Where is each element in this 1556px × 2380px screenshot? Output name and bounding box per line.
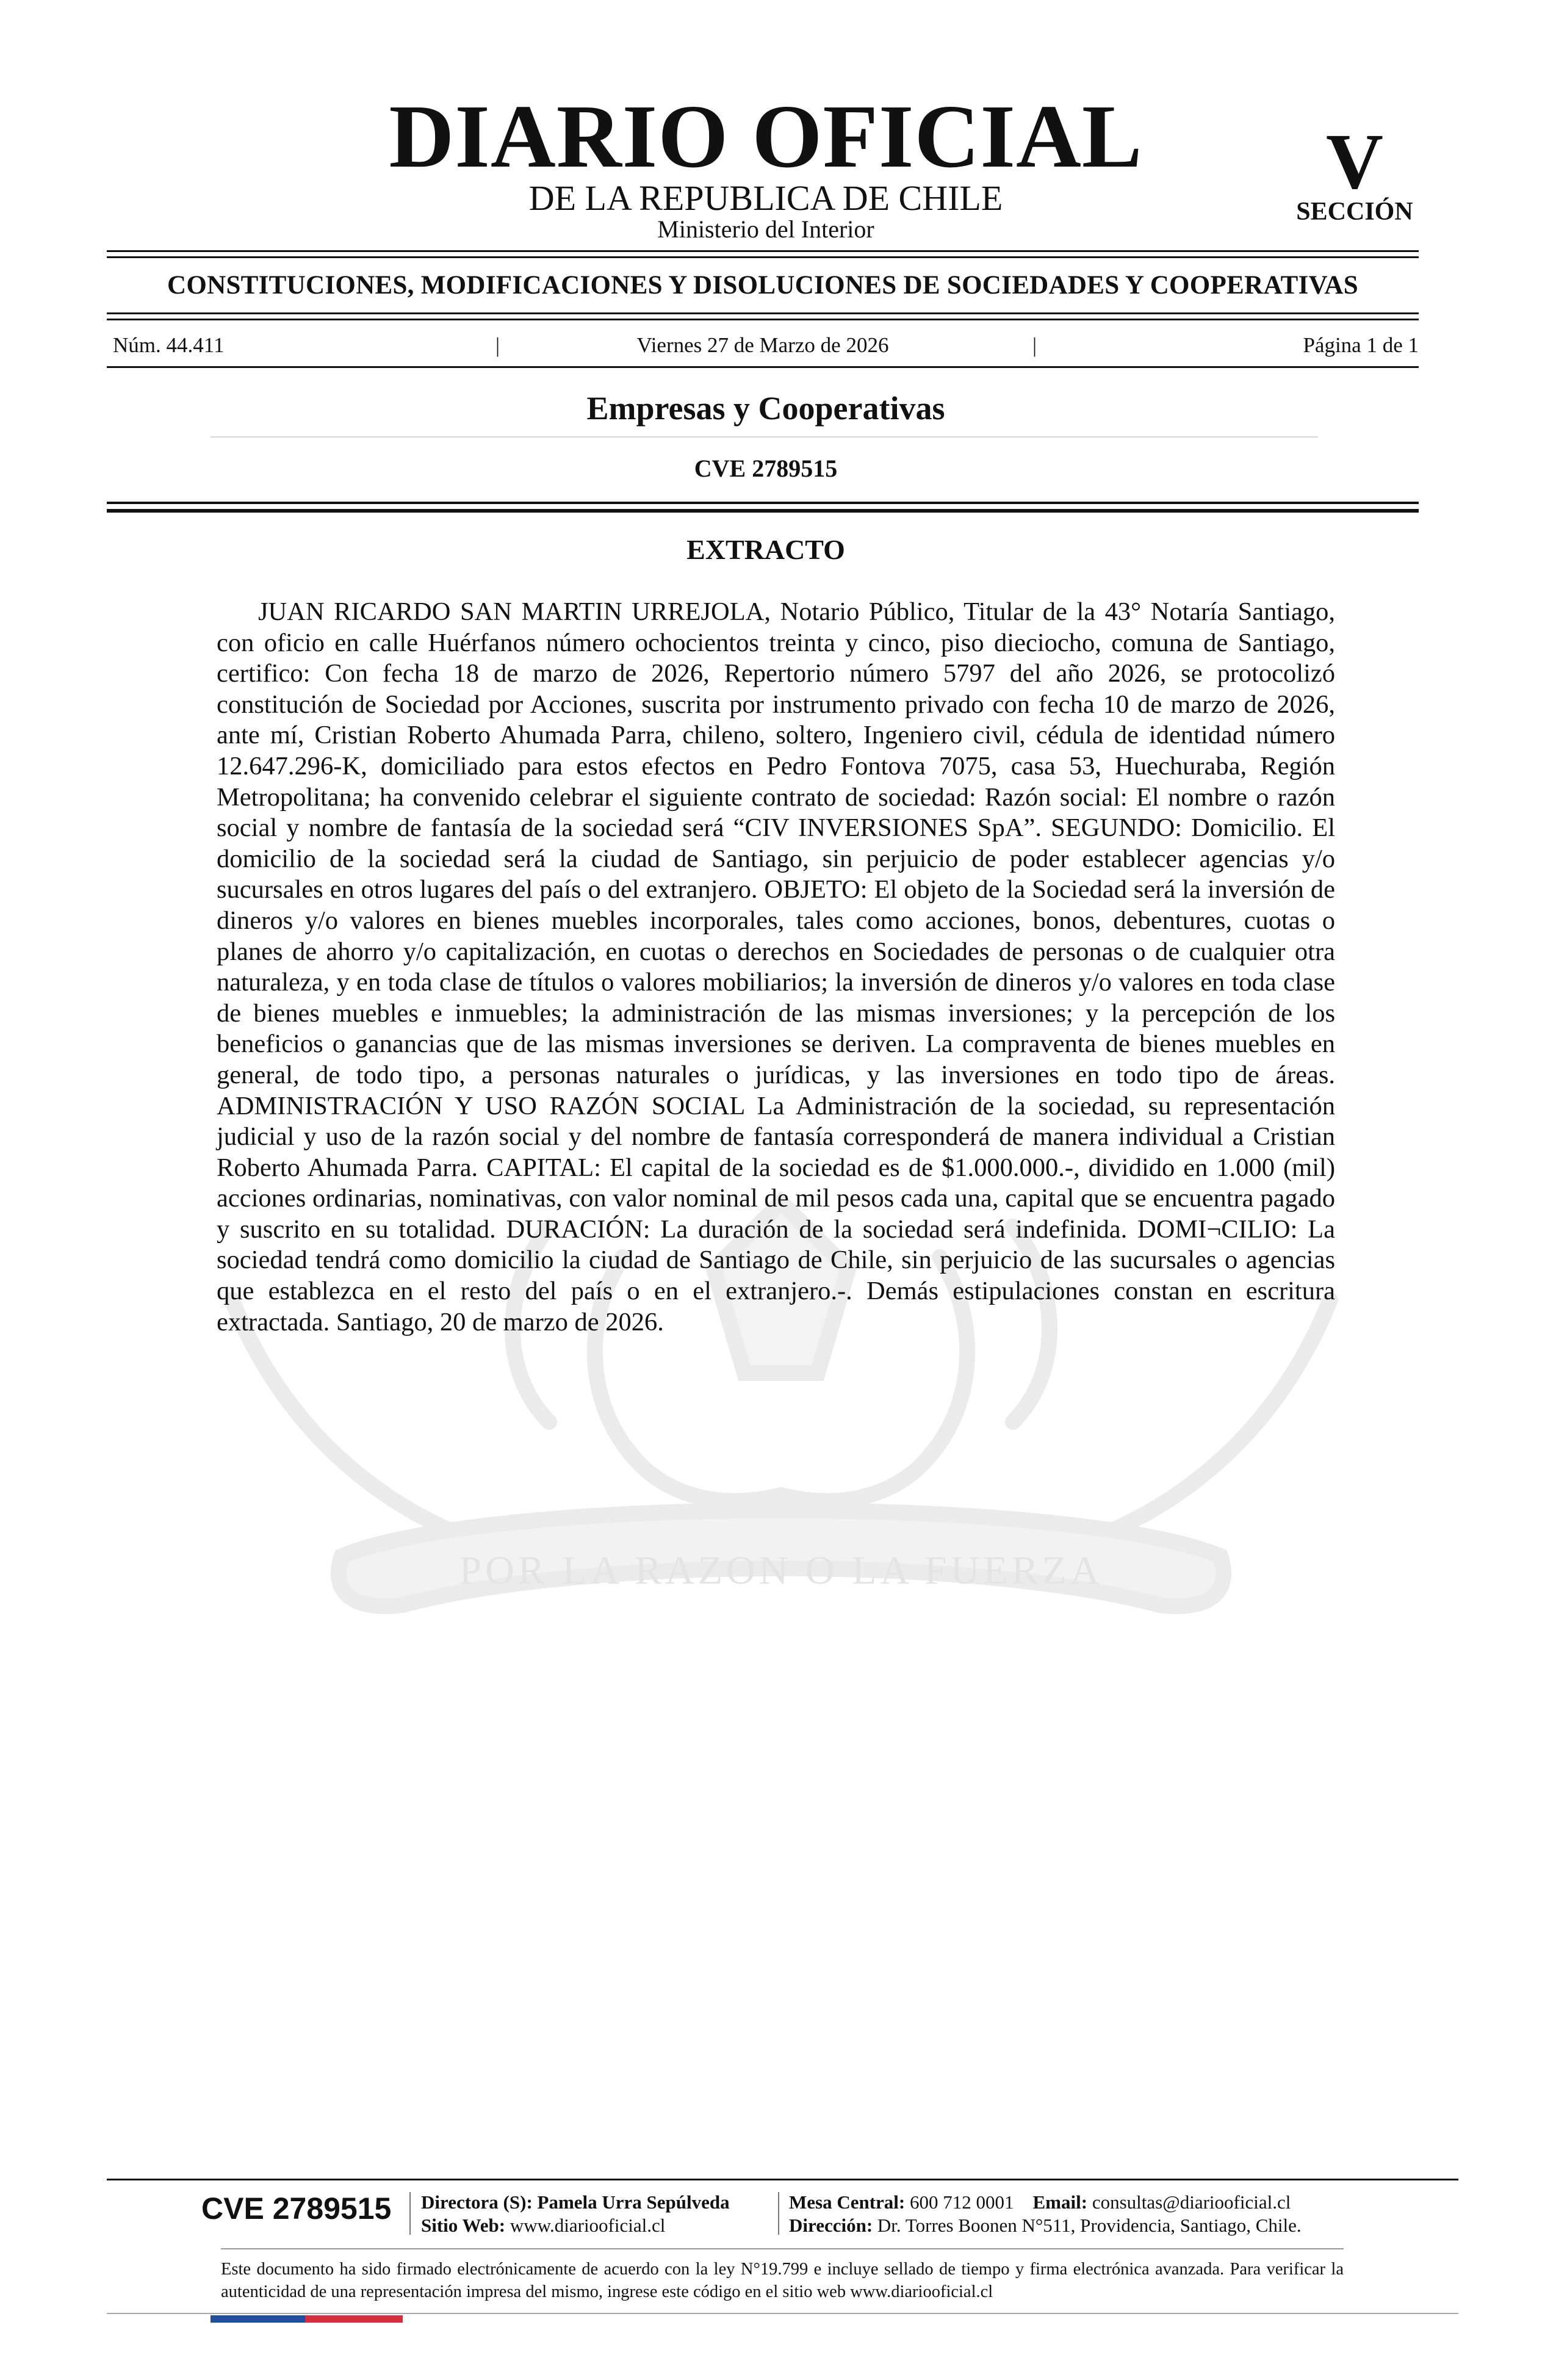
phone-label: Mesa Central: bbox=[789, 2191, 906, 2213]
director-name: Pamela Urra Sepúlveda bbox=[537, 2191, 730, 2213]
website-label: Sitio Web: bbox=[421, 2215, 506, 2236]
header-rule-top-1 bbox=[107, 250, 1419, 252]
issue-separator-2: | bbox=[1032, 333, 1037, 357]
document-body: JUAN RICARDO SAN MARTIN URREJOLA, Notario Público, Titular de la 43° Notaría Santiago, con oficio en calle Huérfanos número ochocientos treinta y cinco, piso dieciocho, comuna de Santiago, certifico: Con fecha 18 de marzo de 2026, Repertorio número 5797 del año 2026, se protocolizó constitución de Sociedad por Acciones, suscrita por instrumento privado con fecha 10 de marzo de 2026, ante mí, Cristian Roberto Ahumada Parra, chileno, soltero, Ingeniero civil, cédula de identidad número 12.647.296-K, domiciliado para estos efectos en Pedro Fontova 7075, casa 53, Huechuraba, Región Metropolitana; ha convenido celebrar el siguiente contrato de sociedad: Razón social: El nombre o razón social y nombre de fantasía de la sociedad será “CIV INVERSIONES SpA”. SEGUNDO: Domicilio. El domicilio de la sociedad será la ciudad de Santiago, sin perjuicio de poder establecer agencias y/o sucursales en otros lugares del país o del extranjero. OBJETO: El objeto de la Sociedad será la inversión de dineros y/o valores en bienes muebles incorporales, tales como acciones, bonos, debentures, cuotas o planes de ahorro y/o capitalización, en cuotas o derechos en Sociedades de personas o de cualquier otra naturaleza, y en toda clase de títulos o valores mobiliarios; la inversión de dineros y/o valores en toda clase de bienes muebles e inmuebles; la administración de las mismas inversiones; y la percepción de los beneficios o ganancias que de las mismas inversiones se deriven. La compraventa de bienes muebles en general, de todo tipo, a personas naturales o jurídicas, y las inversiones en todo tipo de áreas. ADMINISTRACIÓN Y USO RAZÓN SOCIAL La Administración de la sociedad, su representación judicial y uso de la razón social y del nombre de fantasía corresponderá de manera individual a Cristian Roberto Ahumada Parra. CAPITAL: El capital de la sociedad es de $1.000.000.-, dividido en 1.000 (mil) acciones ordinarias, nominativas, con valor nominal de mil pesos cada una, capital que se encuentra pagado y suscrito en su totalidad. DURACIÓN: La duración de la sociedad será indefinida. DOMI¬CILIO: La sociedad tendrá como domicilio la ciudad de Santiago de Chile, sin perjuicio de las sucursales o agencias que establezca en el resto del país o en el extranjero.-. Demás estipulaciones constan en escritura extractada. Santiago, 20 de marzo de 2026. bbox=[217, 597, 1335, 1336]
phone-value: 600 712 0001 bbox=[910, 2191, 1014, 2213]
header-rule-mid-1 bbox=[107, 312, 1419, 314]
section-word: SECCIÓN bbox=[1296, 198, 1413, 226]
footer-contact-left bbox=[421, 2191, 775, 2237]
issue-separator-1: | bbox=[495, 333, 500, 357]
issue-page: Página 1 de 1 bbox=[1303, 333, 1419, 357]
section-letter: V bbox=[1326, 118, 1383, 206]
footer-rule-mid bbox=[221, 2248, 1344, 2249]
footer-contact-right bbox=[789, 2191, 1399, 2237]
issue-number: Núm. 44.411 bbox=[113, 333, 225, 357]
masthead-ministry: Ministerio del Interior bbox=[657, 215, 874, 243]
content-rule-2 bbox=[107, 509, 1419, 513]
footer-divider-2 bbox=[778, 2192, 779, 2235]
issue-rule bbox=[107, 366, 1419, 368]
header-rule-mid-2 bbox=[107, 319, 1419, 320]
section-title-rule bbox=[211, 436, 1318, 438]
footer-rule-top bbox=[107, 2179, 1458, 2180]
email-label: Email: bbox=[1032, 2191, 1088, 2213]
website-link[interactable]: www.diariooficial.cl bbox=[510, 2215, 666, 2236]
masthead-title: DIARIO OFICIAL bbox=[389, 87, 1143, 187]
address-label: Dirección: bbox=[789, 2215, 873, 2236]
issue-date: Viernes 27 de Marzo de 2026 bbox=[636, 333, 889, 357]
director-label: Directora (S): bbox=[421, 2191, 533, 2213]
flag-stripe-blue bbox=[211, 2315, 305, 2323]
flag-stripe-red bbox=[305, 2315, 403, 2323]
content-rule-1 bbox=[107, 502, 1419, 504]
section-title: Empresas y Cooperativas bbox=[586, 390, 945, 427]
email-link[interactable]: consultas@diariooficial.cl bbox=[1092, 2191, 1291, 2213]
watermark-motto: POR LA RAZON O LA FUERZA bbox=[459, 1548, 1103, 1593]
document-heading: EXTRACTO bbox=[686, 534, 845, 565]
masthead-subtitle: DE LA REPUBLICA DE CHILE bbox=[528, 178, 1003, 218]
address-value: Dr. Torres Boonen N°511, Providencia, Santiago, Chile. bbox=[877, 2215, 1302, 2236]
header-rule-top-2 bbox=[107, 256, 1419, 258]
footer-cve-code: CVE 2789515 bbox=[201, 2191, 392, 2226]
footer-legal-note: Este documento ha sido firmado electrónicamente de acuerdo con la ley N°19.799 e incluye sellado de tiempo y firma electrónica avanzada. Para verificar la autenticidad de una representación impresa del mismo, ingrese este código en el sitio web www.diariooficial.cl bbox=[221, 2260, 1344, 2301]
footer-divider-1 bbox=[409, 2192, 411, 2235]
footer-rule-bottom bbox=[107, 2313, 1458, 2314]
cve-code: CVE 2789515 bbox=[694, 455, 838, 482]
category-heading: CONSTITUCIONES, MODIFICACIONES Y DISOLUCIONES DE SOCIEDADES Y COOPERATIVAS bbox=[167, 271, 1358, 300]
